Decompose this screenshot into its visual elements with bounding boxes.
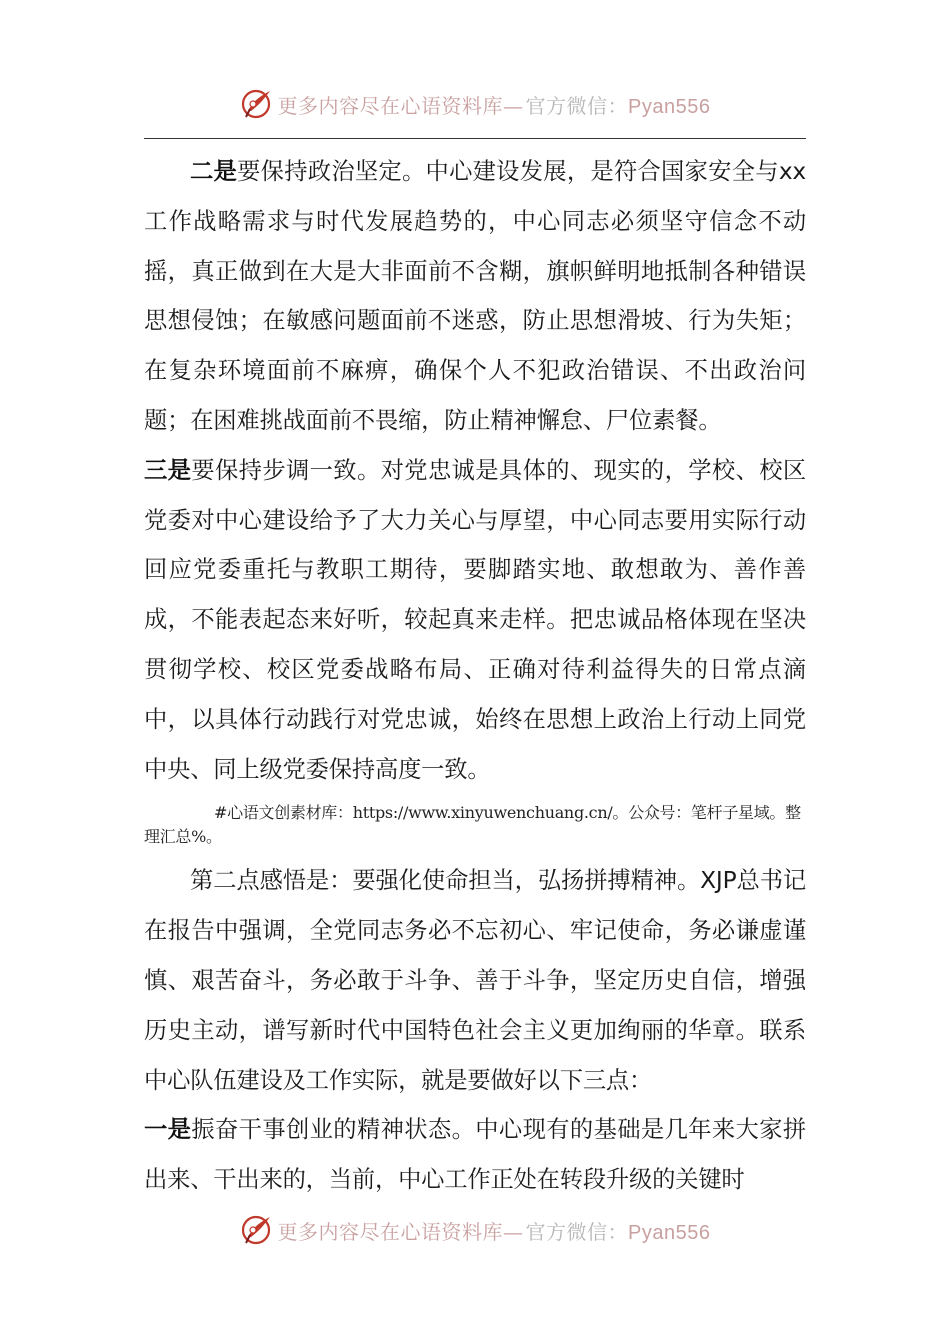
footer-banner-text [278, 1216, 711, 1245]
footer-banner [0, 1210, 950, 1250]
quill-logo-icon [240, 87, 274, 121]
paragraph-3 [144, 446, 806, 795]
footer-banner-dash: — [503, 1219, 524, 1244]
header-divider [144, 138, 806, 139]
document-body [144, 147, 806, 1205]
paragraph-2 [144, 147, 806, 446]
header-banner-text [278, 90, 711, 119]
header-banner-main: 更多内容尽在心语资料库 [277, 93, 504, 118]
paragraph-3-lead: 三是 [144, 456, 192, 484]
header-banner-dash: — [503, 93, 524, 118]
paragraph-1-text: 振奋干事创业的精神状态。中心现有的基础是几年来大家拼出来、干出来的，当前，中心工作正处在转段升级的关键时 [144, 1116, 806, 1194]
source-note: #心语文创素材库：https://www.xinyuwenchuang.cn/。公众号：笔杆子星域。整理汇总%。 [144, 803, 801, 847]
header-banner-wechat: 官方微信： [525, 93, 629, 118]
paragraph-1-lead: 一是 [144, 1116, 192, 1144]
paragraph-second-insight: 第二点感悟是：要强化使命担当，弘扬拼搏精神。XJP总书记在报告中强调，全党同志务必不忘初心、牢记使命，务必谦虚谨慎、艰苦奋斗，务必敢于斗争、善于斗争，坚定历史自信，增强历史主动，谱写新时代中国特色社会主义更加绚丽的华章。联系中心队伍建设及工作实际，就是要做好以下三点： [144, 867, 806, 1094]
quill-logo-icon [240, 1213, 274, 1247]
paragraph-2-text: 要保持政治坚定。中心建设发展，是符合国家安全与xx工作战略需求与时代发展趋势的，中心同志必须坚守信念不动摇，真正做到在大是大非面前不含糊，旗帜鲜明地抵制各种错误思想侵蚀；在敏感问题面前不迷惑，防止思想滑坡、行为失矩；在复杂环境面前不麻痹，确保个人不犯政治错误、不出政治问题；在困难挑战面前不畏缩，防止精神懈怠、尸位素餐。 [144, 158, 806, 434]
paragraph-1 [144, 1105, 806, 1205]
header-banner-id: Pyan556 [628, 95, 711, 118]
footer-banner-wechat: 官方微信： [525, 1219, 629, 1244]
footer-banner-id: Pyan556 [628, 1221, 711, 1244]
header-banner [0, 84, 950, 124]
paragraph-3-text: 要保持步调一致。对党忠诚是具体的、现实的，学校、校区党委对中心建设给予了大力关心与厚望，中心同志要用实际行动回应党委重托与教职工期待，要脚踏实地、敢想敢为、善作善成，不能表起态来好听，较起真来走样。把忠诚品格体现在坚决贯彻学校、校区党委战略布局、正确对待利益得失的日常点滴中，以具体行动践行对党忠诚，始终在思想上政治上行动上同党中央、同上级党委保持高度一致。 [144, 456, 806, 783]
paragraph-2-lead: 二是 [190, 158, 238, 185]
footer-banner-main: 更多内容尽在心语资料库 [277, 1219, 504, 1244]
